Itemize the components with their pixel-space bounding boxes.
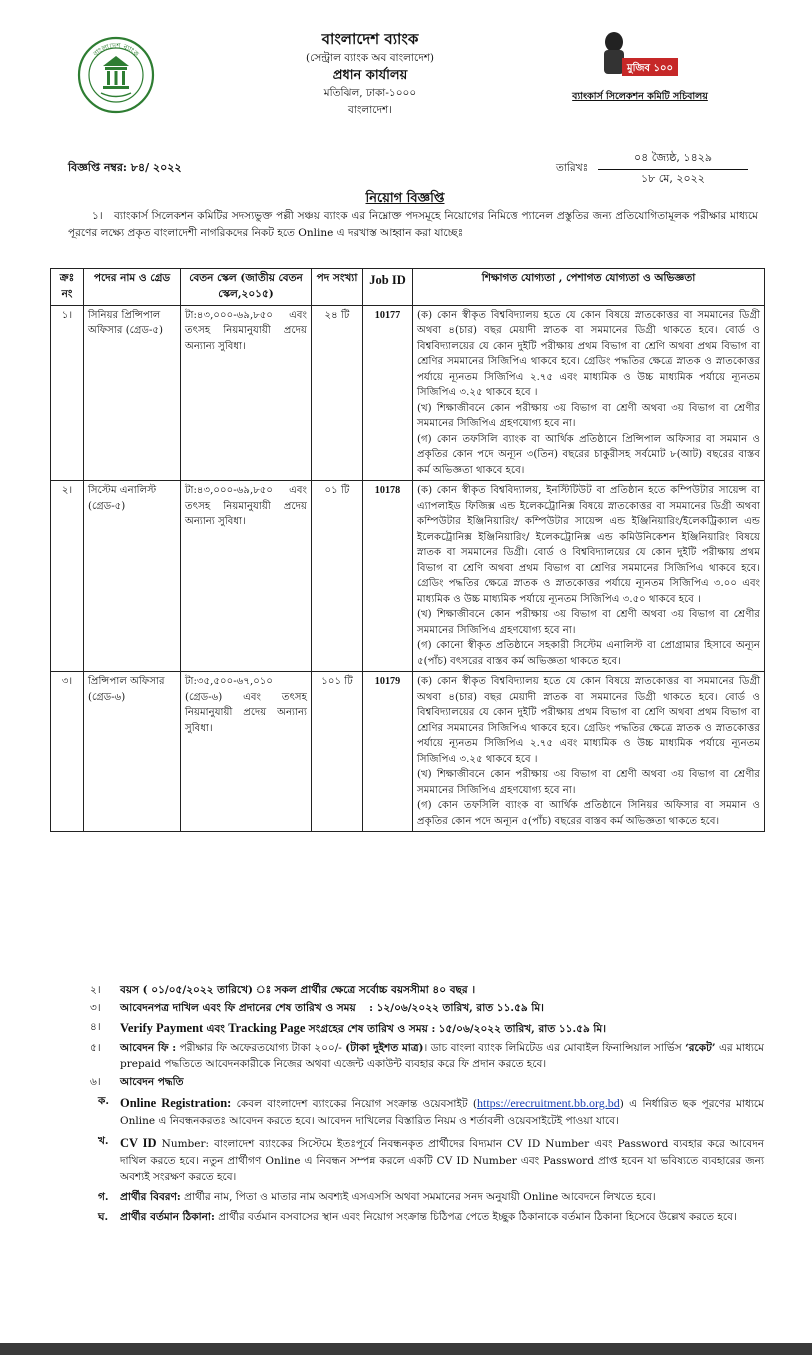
date-label: তারিখঃ [556, 162, 589, 174]
erecruitment-link[interactable]: https://erecruitment.bb.org.bd [477, 1095, 620, 1110]
table-header-row [51, 269, 765, 306]
online-registration-text-b: ) এ নির্ধারিত ছক পূরণের মাধ্যমে Online এ নিবন্ধনকরতঃ আবেদন করতে হবে। আবেদন দাখিলের বিস্তারিত নিয়ম ও শর্তাবলী ওয়েবসাইটেই পাওয়া যাবে। [120, 1097, 764, 1127]
row-count: ০১ টি [312, 481, 363, 672]
qualification-item: (ক) কোন স্বীকৃত বিশ্ববিদ্যালয়, ইনস্টিটিউট বা প্রতিষ্ঠান হতে কম্পিউটার সায়েন্স বা এ্যাপলাইড ফিজিক্স এন্ড ইলেকট্রোনিক্স বিষয়ে স্নাতকোত্তর বা সমমানের ডিগ্রী অথবা কম্পিউটার ইঞ্জিনিয়ারিং/ কম্পিউটার সায়েন্স এন্ড ইঞ্জিনিয়ারিং/ইলেকট্রিক্যাল এন্ড ইলেকট্রোনিক্স ইঞ্জিনিয়ারিং/ ইলেকট্রোনিক্স এন্ড কমিউনিকেশন ইঞ্জিনিয়ারিং বিষয়ে স্নাতক বা সমমানের ডিগ্রী। বোর্ড ও বিশ্ববিদ্যালয়ের যে কোন দুইটি পরীক্ষায় প্রথম বিভাগ বা শ্রেণি অথবা প্রথম বিভাগ বা শ্রেণির সমমানের সিজিপিএ থাকবে হবে। গ্রেডিং পদ্ধতির ক্ষেত্রে স্নাতক ও স্নাতকোত্তর পর্যায়ে ন্যূনতম সিজিপিএ ৩.০০ এবং মাধ্যমিক ও উচ্চ মাধ্যমিক পর্যায়ে ন্যূনতম সিজিপিএ ৩.৫০ থাকবে হবে । [417, 485, 760, 605]
row-count: ১০১ টি [312, 672, 363, 832]
fee-text-c: এর মাধ্যমে prepaid পদ্ধতিতে আবেদনকারীকে নিজের অথবা এজেন্ট একাউন্ট ব্যবহার করে ফি প্রদান করতে হবে। [120, 1041, 764, 1071]
item-number: ৬। [90, 1076, 101, 1089]
table-row [51, 481, 765, 672]
row-job-id: 10177 [363, 305, 413, 481]
header-serial: ক্রঃ নং [51, 269, 84, 306]
mujib-100-logo [598, 28, 682, 86]
online-registration-item [50, 1093, 764, 1130]
header-block [240, 30, 500, 118]
applicant-info-text: প্রার্থীর নাম, পিতা ও মাতার নাম অবশ্যই এসএসসি অথবা সমমানের সনদ অনুযায়ী Online আবেদনে লিখতে হবে। [184, 1191, 656, 1204]
deadline-text: : ১২/০৬/২০২২ তারিখ, রাত ১১.৫৯ মি। [369, 1002, 544, 1015]
row-qualification [413, 672, 765, 832]
fee-text-bold: (টাকা দুইশত মাত্র) [345, 1041, 424, 1054]
deadline-item [50, 1000, 764, 1016]
applicant-info-item [50, 1189, 764, 1206]
fee-text-a: পরীক্ষার ফি অফেরতযোগ্য টাকা ২০০/- [179, 1041, 342, 1054]
instructions-section [50, 982, 764, 1229]
left-logo-text: বাংলাদেশ ব্যাংক [92, 41, 141, 59]
sub-key: ঘ. [98, 1211, 109, 1224]
bottom-bar [0, 1343, 812, 1355]
item-number: ৪। [90, 1020, 101, 1033]
row-scale: টা:৩৫,৫০০-৬৭,০১০ (গ্রেড-৬) এবং তৎসহ নিয়মানুযায়ী প্রদেয় অন্যান্য সুবিধা। [181, 672, 312, 832]
age-limit-item [50, 982, 764, 998]
intro-paragraph [68, 208, 758, 242]
item-number: ৩। [90, 1002, 101, 1015]
verify-text: ১৫/০৬/২০২২ তারিখ, রাত ১১.৫৯ মি। [438, 1022, 607, 1035]
secretariat-label: ব্যাংকার্স সিলেকশন কমিটি সচিবালয় [572, 91, 708, 102]
qualification-item: (খ) শিক্ষাজীবনে কোন পরীক্ষায় ৩য় বিভাগ বা শ্রেণী অথবা ৩য় বিভাগ বা শ্রেণীর সমমানের সিজিপিএ গ্রহণযোগ্য হবে না। [417, 769, 760, 796]
table-row [51, 672, 765, 832]
item-number: ২। [90, 984, 101, 996]
row-qualification [413, 305, 765, 481]
qualification-item: (গ) কোনো স্বীকৃত প্রতিষ্ঠানে সহকারী সিস্টেম এনালিস্ট বা প্রোগ্রামার হিসাবে অন্যূন ৫(পাঁচ) বৎসরের বাস্তব কর্ম অভিজ্ঞতা থাকতে হবে। [417, 640, 760, 667]
online-registration-label: Online Registration: [120, 1095, 232, 1110]
row-count: ২৪ টি [312, 305, 363, 481]
method-item [50, 1074, 764, 1090]
office-address: মতিঝিল, ঢাকা-১০০০ [323, 87, 417, 100]
row-post: সিস্টেম এনালিস্ট (গ্রেড-৫) [84, 481, 181, 672]
item-number: ৫। [90, 1041, 101, 1054]
verify-label-rest: সংগ্রহের শেষ তারিখ ও সময় : [308, 1022, 436, 1035]
verify-payment-item [50, 1019, 764, 1038]
deadline-label: আবেদনপত্র দাখিল এবং ফি প্রদানের শেষ তারিখ ও সময় [120, 1002, 356, 1015]
qualification-item: (খ) শিক্ষাজীবনে কোন পরীক্ষায় ৩য় বিভাগ বা শ্রেণী অথবা ৩য় বিভাগ বা শ্রেণীর সমমানের সিজিপিএ গ্রহণযোগ্য হবে না। [417, 402, 760, 430]
row-post: সিনিয়র প্রিন্সিপাল অফিসার (গ্রেড-৫) [84, 305, 181, 481]
qualification-item: (খ) শিক্ষাজীবনে কোন পরীক্ষায় ৩য় বিভাগ বা শ্রেণী অথবা ৩য় বিভাগ বা শ্রেণীর সমমানের সিজিপিএ গ্রহণযোগ্য হবে না। [417, 609, 760, 636]
jobs-table [50, 268, 765, 832]
fee-label: আবেদন ফি : [120, 1041, 177, 1054]
intro-number: ১। [92, 210, 103, 222]
current-address-label: প্রার্থীর বর্তমান ঠিকানা: [120, 1211, 215, 1224]
date-bangla: ০৪ জ্যৈষ্ঠ, ১৪২৯ [634, 151, 712, 164]
sub-key: গ. [98, 1191, 109, 1204]
date-gregorian: ১৮ মে, ২০২২ [641, 172, 705, 185]
notice-title: নিয়োগ বিজ্ঞপ্তি [365, 191, 445, 206]
current-address-item [50, 1209, 764, 1226]
online-registration-text-a: কেবল বাংলাদেশ ব্যাংকের নিয়োগ সংক্রান্ত ওয়েবসাইট ( [236, 1097, 478, 1110]
right-logo-text: মুজিব ১০০ [627, 63, 673, 74]
cv-id-item [50, 1133, 764, 1187]
age-text: সকল প্রার্থীর ক্ষেত্রে সর্বোচ্চ বয়সসীমা ৪০ বছর । [274, 984, 476, 996]
cv-id-text: Number: বাংলাদেশ ব্যাংকের সিস্টেমে ইতঃপূর্বে নিবন্ধনকৃত প্রার্থীদের বিদ্যমান CV ID Number এবং Password ব্যবহার করে আবেদন দাখিল করতে হবে। নতুন প্রার্থীগণ Online এ নিবন্ধন সম্পন্ন করলে একটি CV ID Number এবং Password প্রাপ্ত হবেন যা ভবিষ্যতে ব্যবহারের জন্য অবশ্যই সংরক্ষণ করতে হবে। [120, 1137, 764, 1184]
current-address-text: প্রার্থীর বর্তমান বসবাসের স্থান এবং নিয়োগ সংক্রান্ত চিঠিপত্র পেতে ইচ্ছুক ঠিকানাকে বর্তমান ঠিকানা হিসেবে উল্লেখ করতে হবে। [218, 1211, 737, 1224]
age-label: বয়স ( ০১/০৫/২০২২ তারিখে) ঃ [120, 984, 272, 996]
sub-key: ক. [98, 1094, 110, 1107]
header-job-id: Job ID [363, 269, 413, 306]
fee-text-b: । ডাচ বাংলা ব্যাংক লিমিটেড এর মোবাইল ফিনান্সিয়াল সার্ভিস [423, 1041, 682, 1054]
applicant-info-label: প্রার্থীর বিবরণ: [120, 1191, 181, 1204]
table-row [51, 305, 765, 481]
row-job-id: 10179 [363, 672, 413, 832]
verify-label-mid: এবং [206, 1022, 225, 1035]
qualification-item: (ক) কোন স্বীকৃত বিশ্ববিদ্যালয় হতে যে কোন বিষয়ে স্নাতকোত্তর বা সমমানের ডিগ্রী অথবা ৪(চার) বছর মেয়াদী স্নাতক বা সমমানের ডিগ্রী থাকতে হবে। বোর্ড ও বিশ্ববিদ্যালয়ের যে কোন দুইটি পরীক্ষায় প্রথম বিভাগ বা শ্রেণি অথবা প্রথম বিভাগ বা শ্রেণির সমমানের সিজিপিএ থাকবে হবে। গ্রেডিং পদ্ধতির ক্ষেত্রে স্নাতক ও স্নাতকোত্তর পর্যায়ে ন্যূনতম সিজিপিএ ২.৭৫ এবং মাধ্যমিক ও উচ্চ মাধ্যমিক পর্যায়ে ন্যূনতম সিজিপিএ ৩.২৫ থাকবে হবে । [417, 676, 760, 765]
row-post: প্রিন্সিপাল অফিসার (গ্রেড-৬) [84, 672, 181, 832]
row-serial: ২। [51, 481, 84, 672]
notice-number: বিজ্ঞপ্তি নম্বর: ৮৪/ ২০২২ [68, 161, 182, 174]
row-job-id: 10178 [363, 481, 413, 672]
fee-text-quote: ‘রকেট’ [685, 1041, 716, 1054]
header-count: পদ সংখ্যা [312, 269, 363, 306]
qualification-item: (ক) কোন স্বীকৃত বিশ্ববিদ্যালয় হতে যে কোন বিষয়ে স্নাতকোত্তর বা সমমানের ডিগ্রী অথবা ৪(চার) বছর মেয়াদী স্নাতক বা সমমানের ডিগ্রী থাকতে হবে। বোর্ড ও বিশ্ববিদ্যালয়ের যে কোন দুইটি পরীক্ষায় প্রথম বিভাগ বা শ্রেণি অথবা প্রথম বিভাগ বা শ্রেণির সমমানের সিজিপিএ থাকবে হবে। গ্রেডিং পদ্ধতির ক্ষেত্রে স্নাতক ও স্নাতকোত্তর পর্যায়ে ন্যূনতম সিজিপিএ ২.৭৫ এবং মাধ্যমিক ও উচ্চ মাধ্যমিক পর্যায়ে ন্যূনতম সিজিপিএ ৩.২৫ থাকবে হবে । [417, 309, 760, 399]
row-scale: টা:৪৩,০০০-৬৯,৮৫০ এবং তৎসহ নিয়মানুযায়ী প্রদেয় অন্যান্য সুবিধা। [181, 305, 312, 481]
bangladesh-bank-logo [77, 36, 155, 114]
qualification-item: (গ) কোন তফসিলি ব্যাংক বা আর্থিক প্রতিষ্ঠানে সিনিয়র অফিসার বা সমমান ও প্রকৃতির কোন পদে অন্যূন ৫(পাঁচ) বছরের বাস্তব কর্ম অভিজ্ঞতা থাকতে হবে। [417, 800, 760, 827]
office-name: প্রধান কার্যালয় [332, 67, 408, 83]
tracking-label-en: Tracking Page [228, 1020, 306, 1035]
header-scale: বেতন স্কেল (জাতীয় বেতন স্কেল,২০১৫) [181, 269, 312, 306]
header-qualification: শিক্ষাগত যোগ্যতা , পেশাগত যোগ্যতা ও অভিজ্ঞতা [413, 269, 765, 306]
row-serial: ১। [51, 305, 84, 481]
bank-name: বাংলাদেশ ব্যাংক [321, 30, 419, 48]
intro-text: ব্যাংকার্স সিলেকশন কমিটির সদস্যভুক্ত পল্লী সঞ্চয় ব্যাংক এর নিম্নোক্ত পদসমূহে নিয়োগের নিমিত্তে প্যানেল প্রস্তুতির জন্য প্রতিযোগিতামূলক পরীক্ষার মাধ্যমে পূরণের লক্ষ্যে প্রকৃত বাংলাদেশী নাগরিকদের নিকট হতে Online এ দরখাস্ত আহ্বান করা যাচ্ছেঃ [68, 210, 758, 239]
fee-item [50, 1040, 764, 1073]
header-post: পদের নাম ও গ্রেড [84, 269, 181, 306]
bank-subtitle: (সেন্ট্রাল ব্যাংক অব বাংলাদেশ) [305, 51, 435, 64]
row-scale: টা:৪৩,০০০-৬৯,৮৫০ এবং তৎসহ নিয়মানুযায়ী প্রদেয় অন্যান্য সুবিধা। [181, 481, 312, 672]
method-label: আবেদন পদ্ধতি [120, 1076, 184, 1089]
country: বাংলাদেশ। [348, 103, 392, 116]
qualification-item: (গ) কোন তফসিলি ব্যাংক বা আর্থিক প্রতিষ্ঠানে প্রিন্সিপাল অফিসার বা সমমান ও প্রকৃতির কোন পদে অন্যূন ৩(তিন) বছরের চাকুরীসহ সর্বমোট ৮(আট) বছরের বাস্তব কর্ম অভিজ্ঞতা থাকবে হবে। [417, 433, 760, 476]
sub-key: খ. [98, 1134, 109, 1147]
date-divider [598, 169, 748, 170]
cv-id-label: CV ID [120, 1135, 157, 1150]
row-qualification [413, 481, 765, 672]
row-serial: ৩। [51, 672, 84, 832]
verify-label-en: Verify Payment [120, 1020, 204, 1035]
